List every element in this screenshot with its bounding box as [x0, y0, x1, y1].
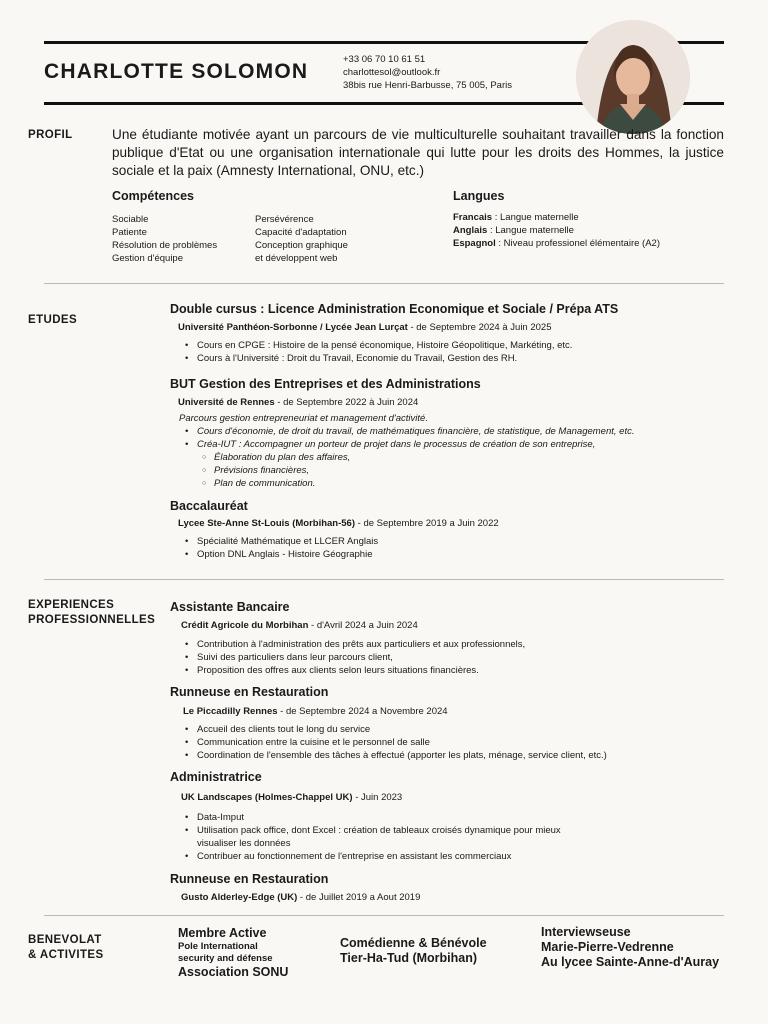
- competence-item: et développent web: [255, 253, 338, 264]
- competences-col2: [255, 213, 348, 265]
- competence-item: Sociable: [112, 214, 149, 225]
- phone: +33 06 70 10 61 51: [343, 54, 426, 65]
- entry-bullets: [197, 535, 378, 561]
- portrait-illustration: [576, 20, 690, 134]
- competence-item: Patiente: [112, 227, 147, 238]
- entry-intro: Parcours gestion entrepreneuriat et management d'activité.: [179, 413, 428, 424]
- entry-title: Baccalauréat: [170, 499, 248, 513]
- langue-item: Anglais : Langue maternelle: [453, 225, 574, 236]
- address: 38bis rue Henri-Barbusse, 75 005, Paris: [343, 80, 512, 91]
- bullet-item: • Coordination de l'ensemble des tâches à effectué (apporter les plats, ménage, service client, etc.): [197, 749, 607, 762]
- competence-item: Persévérence: [255, 214, 314, 225]
- entry-org: Le Piccadilly Rennes - de Septembre 2024 a Novembre 2024: [183, 706, 448, 717]
- contact-block: [343, 53, 512, 92]
- bullet-item: • Contribution à l'administration des prêts aux particuliers et aux professionnels,: [197, 638, 525, 651]
- divider: [44, 915, 724, 916]
- entry-title: BUT Gestion des Entreprises et des Administrations: [170, 377, 481, 391]
- competence-item: Capacité d'adaptation: [255, 227, 347, 238]
- bullet-item: • Suivi des particuliers dans leur parcours client,: [197, 651, 525, 664]
- profile-photo: [576, 20, 690, 134]
- entry-title: Runneuse en Restauration: [170, 685, 329, 699]
- section-title-benevolat: BENEVOLAT & ACTIVITES: [28, 934, 104, 961]
- entry-org: Gusto Alderley-Edge (UK) - de Juillet 2019 a Aout 2019: [181, 892, 421, 903]
- bullet-item: • Cours d'économie, de droit du travail, de mathématiques financière, de statistique, de Management, etc.: [197, 425, 634, 438]
- subbullet-item: ○ Élaboration du plan des affaires,: [214, 451, 350, 464]
- subbullet-item: ○ Prévisions financières,: [214, 464, 350, 477]
- entry-bullets: [197, 811, 577, 863]
- bullet-item: • Cours à l'Université : Droit du Travail, Economie du Travail, Gestion des RH.: [197, 352, 572, 365]
- competence-item: Résolution de problèmes: [112, 240, 218, 251]
- bullet-item: • Cours en CPGE : Histoire de la pensé économique, Histoire Géopolitique, Markéting, etc.: [197, 339, 572, 352]
- entry-title: Assistante Bancaire: [170, 600, 290, 614]
- benevolat-col1: Membre Active Pole International security and défense Association SONU: [178, 926, 289, 979]
- competence-item: Conception graphique: [255, 240, 348, 251]
- bullet-item: • Communication entre la cuisine et le personnel de salle: [197, 736, 607, 749]
- bullet-item: • Option DNL Anglais - Histoire Géographie: [197, 548, 378, 561]
- benevolat-col3: Interviewseuse Marie-Pierre-Vedrenne Au lycee Sainte-Anne-d'Auray: [541, 925, 720, 969]
- entry-bullets: [197, 339, 572, 365]
- bullet-item: • Proposition des offres aux clients selon leurs situations financières.: [197, 664, 525, 677]
- divider: [44, 283, 724, 284]
- langues-title: Langues: [453, 189, 505, 203]
- bullet-item: • Utilisation pack office, dont Excel : création de tableaux croisés dynamique pour mieux visualiser les données: [197, 824, 577, 850]
- bullet-item: • Data-Imput: [197, 811, 577, 824]
- entry-bullets: [197, 425, 634, 451]
- subbullet-item: ○ Plan de communication.: [214, 477, 350, 490]
- email: charlottesol@outlook.fr: [343, 67, 441, 78]
- entry-org: Université de Rennes - de Septembre 2022 à Juin 2024: [178, 397, 419, 408]
- entry-org: UK Landscapes (Holmes-Chappel UK) - Juin 2023: [181, 792, 403, 803]
- profile-summary: Une étudiante motivée ayant un parcours de vie multiculturelle souhaitant travailler dans la fonction publique d'Etat ou une organisation internationale qui lutte pour les droits des Hommes, la justice sociale et la paix (Amnesty International, ONU, etc.): [112, 127, 724, 178]
- langue-item: Espagnol : Niveau professionel élémentaire (A2): [453, 238, 660, 249]
- candidate-name: CHARLOTTE SOLOMON: [44, 60, 309, 83]
- langues-list: [453, 211, 660, 250]
- competences-title: Compétences: [112, 189, 194, 203]
- entry-bullets: [197, 723, 607, 762]
- entry-org: Crédit Agricole du Morbihan - d'Avril 2024 a Juin 2024: [181, 620, 418, 631]
- competence-item: Gestion d'équipe: [112, 253, 184, 264]
- entry-title: Runneuse en Restauration: [170, 872, 329, 886]
- bullet-item: • Spécialité Mathématique et LLCER Anglais: [197, 535, 378, 548]
- langue-item: Francais : Langue maternelle: [453, 212, 579, 223]
- section-title-profil: PROFIL: [28, 129, 73, 141]
- entry-bullets: [197, 638, 525, 677]
- benevolat-col2: Comédienne & Bénévole Tier-Ha-Tud (Morbihan): [340, 936, 487, 965]
- competences-col1: [112, 213, 217, 265]
- divider: [44, 579, 724, 580]
- section-title-etudes: ETUDES: [28, 314, 78, 326]
- entry-org: Lycee Ste-Anne St-Louis (Morbihan-56) - de Septembre 2019 a Juin 2022: [178, 518, 499, 529]
- entry-title: Double cursus : Licence Administration Economique et Sociale / Prépa ATS: [170, 302, 619, 316]
- section-title-experiences: EXPERIENCES PROFESSIONNELLES: [28, 599, 156, 626]
- bullet-item: • Contribuer au fonctionnement de l'entreprise en assistant les commerciaux: [197, 850, 577, 863]
- entry-org: Université Panthéon-Sorbonne / Lycée Jean Lurçat - de Septembre 2024 à Juin 2025: [178, 322, 552, 333]
- entry-subbullets: [214, 451, 350, 490]
- bullet-item: • Créa-IUT : Accompagner un porteur de projet dans le processus de création de son entreprise,: [197, 438, 634, 451]
- bullet-item: • Accueil des clients tout le long du service: [197, 723, 607, 736]
- entry-title: Administratrice: [170, 770, 262, 784]
